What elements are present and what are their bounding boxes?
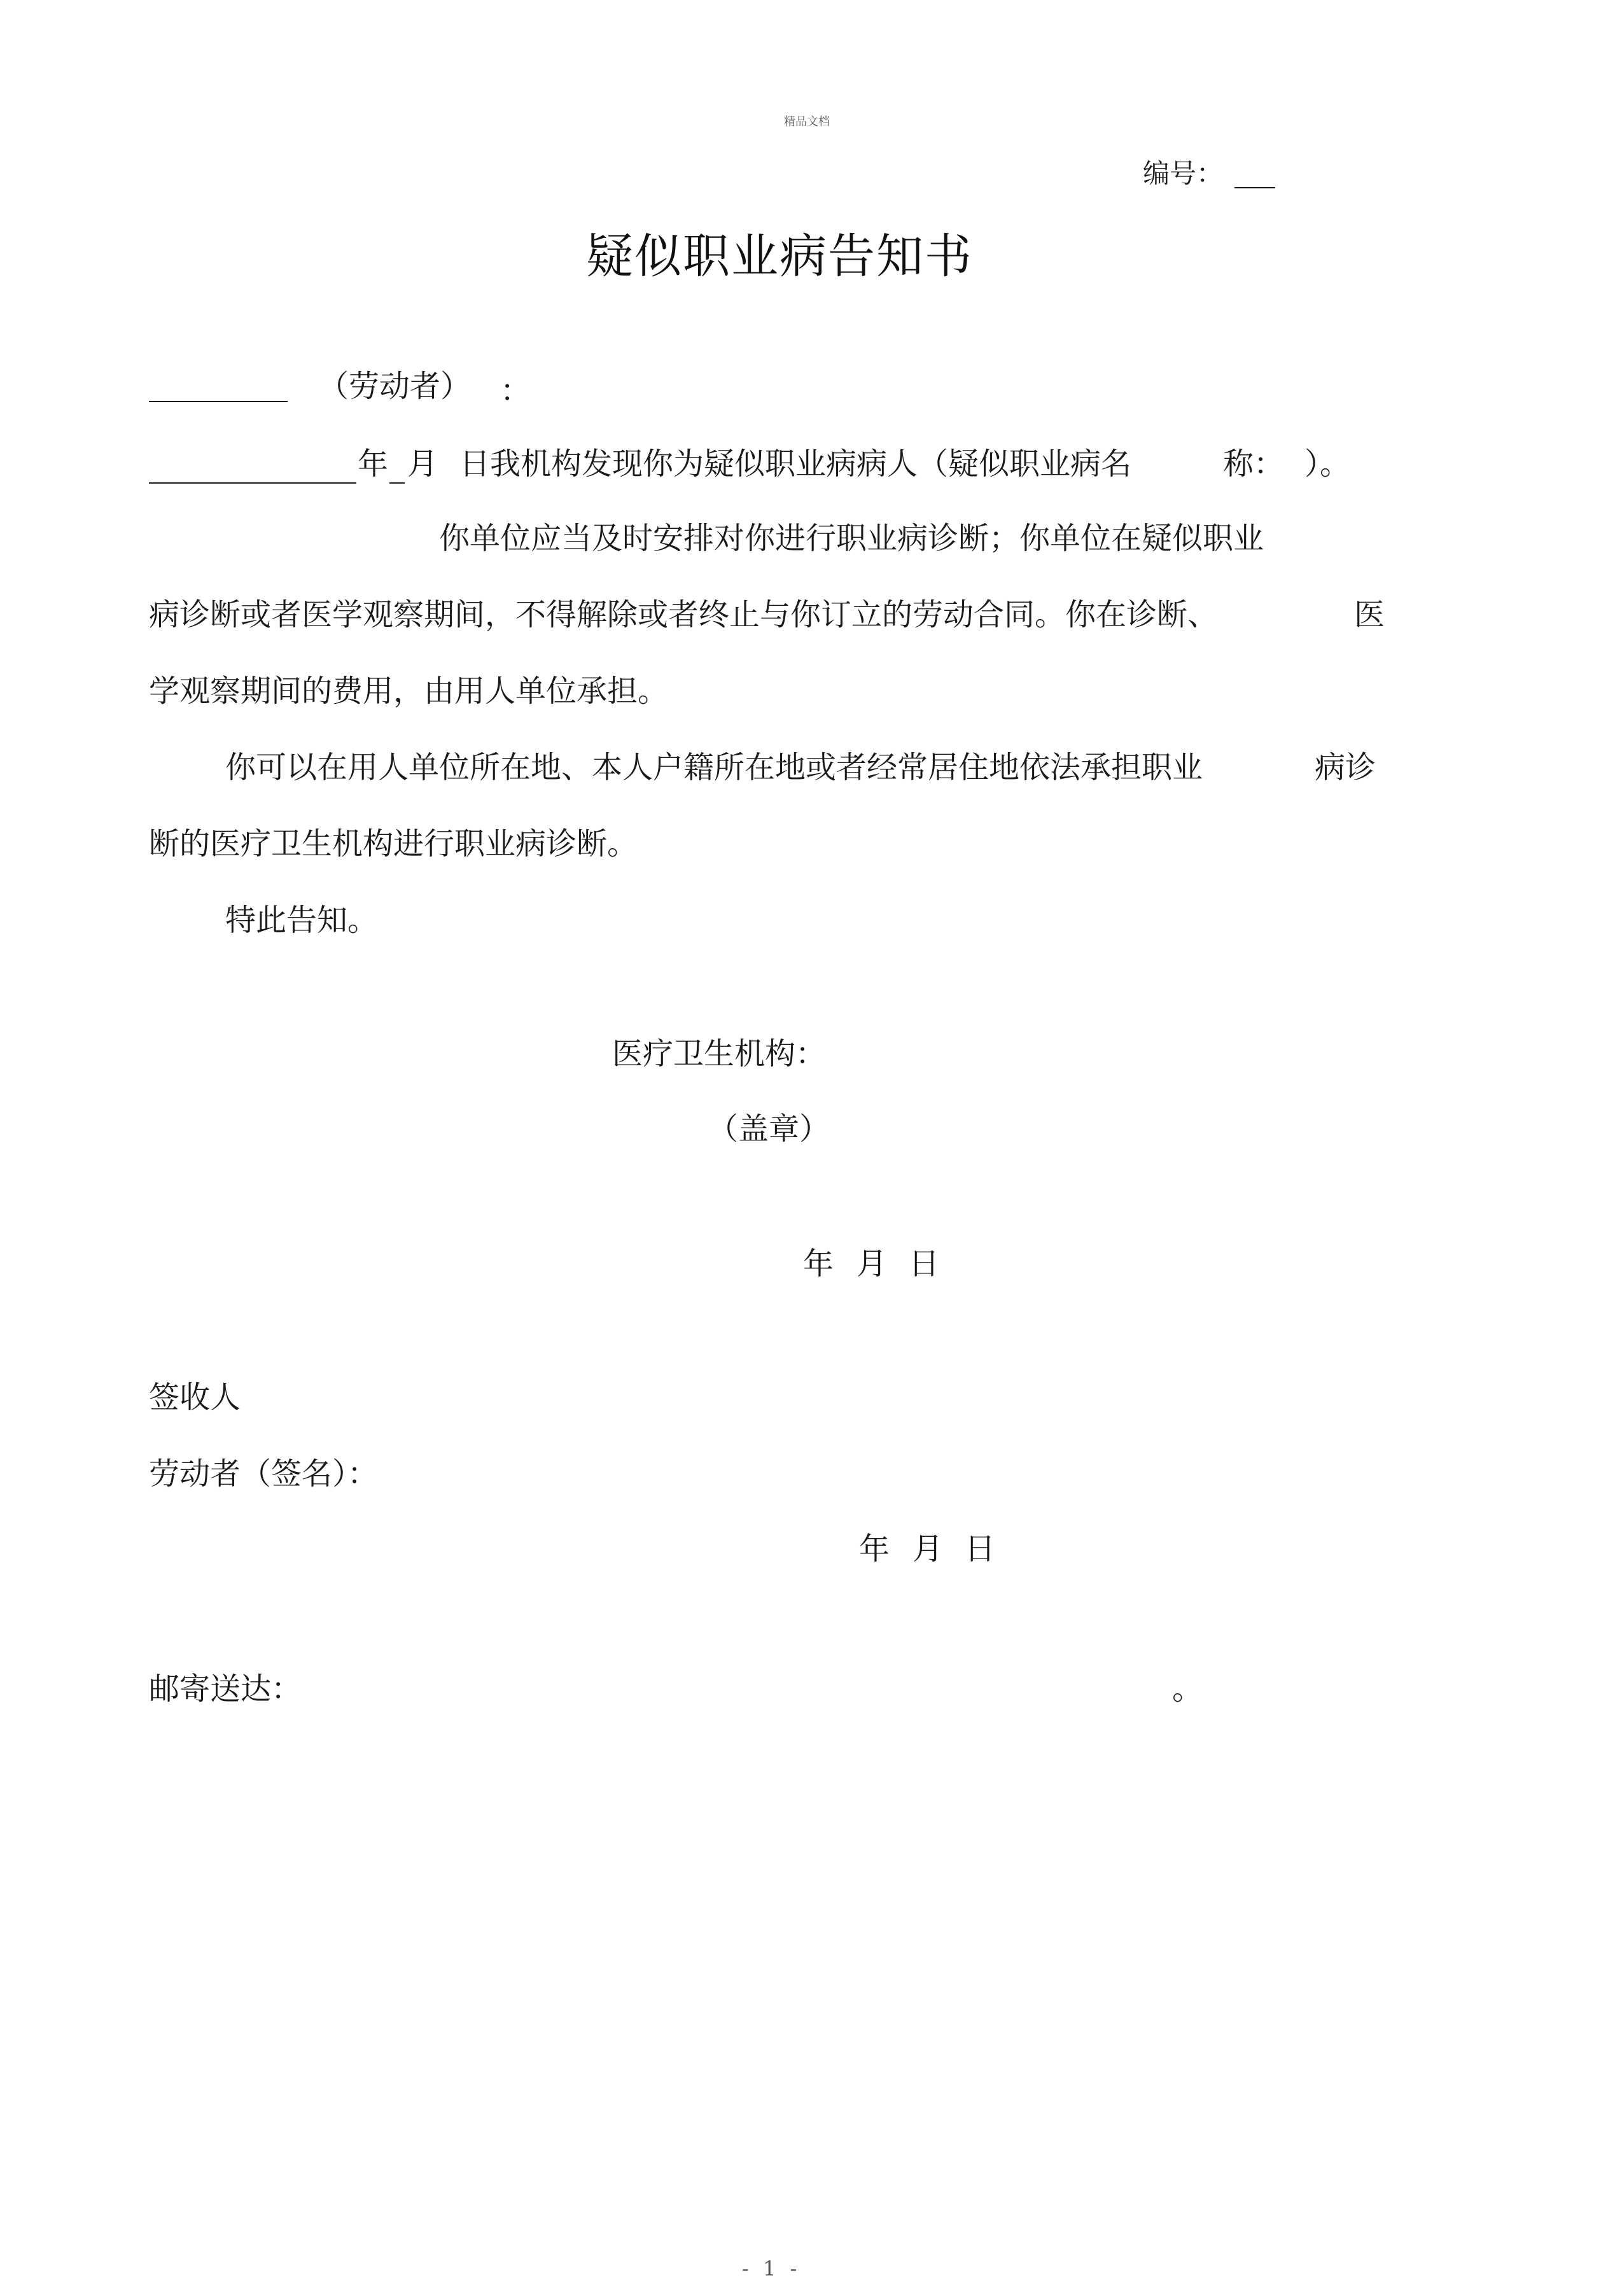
date2-day: 日 — [965, 1531, 996, 1567]
para1-line1: 你单位应当及时安排对你进行职业病诊断；你单位在疑似职业 — [439, 521, 1264, 556]
month-blank[interactable] — [389, 482, 405, 484]
page-number: - 1 - — [742, 2257, 801, 2281]
worker-sign-label: 劳动者（签名）： — [149, 1456, 379, 1492]
para2-line1a: 你可以在用人单位所在地、本人户籍所在地或者经常居住地依法承担职业 — [225, 750, 1203, 785]
line2-year: 年 — [358, 446, 389, 482]
mail-end: 。 — [1172, 1671, 1203, 1707]
serial-label: 编号： — [1143, 158, 1224, 189]
date1-year: 年 — [803, 1246, 834, 1282]
line2-month: 月 — [407, 446, 438, 482]
page-title: 疑似职业病告知书 — [586, 229, 973, 284]
para2-line2: 断的医疗卫生机构进行职业病诊断。 — [149, 826, 638, 862]
date2-year: 年 — [859, 1531, 890, 1567]
date2-month: 月 — [912, 1531, 944, 1567]
institution-label: 医疗卫生机构： — [612, 1036, 827, 1072]
date1-day: 日 — [909, 1246, 940, 1282]
date1-month: 月 — [856, 1246, 888, 1282]
para1-line2a: 病诊断或者医学观察期间，不得解除或者终止与你订立的劳动合同。你在诊断、 — [149, 597, 1219, 633]
para1-line2b: 医 — [1354, 597, 1385, 633]
receipt-title: 签收人 — [149, 1380, 241, 1415]
year-blank[interactable] — [149, 482, 356, 484]
line2-name-label: 称： — [1223, 446, 1285, 482]
line2-close: ）。 — [1304, 446, 1351, 482]
seal-label: （盖章） — [708, 1111, 830, 1147]
mail-label: 邮寄送达： — [149, 1671, 302, 1707]
para1-line3: 学观察期间的费用，由用人单位承担。 — [149, 673, 669, 709]
worker-name-blank[interactable] — [149, 401, 288, 402]
serial-blank[interactable] — [1234, 187, 1275, 188]
para2-line1b: 病诊 — [1315, 750, 1376, 785]
addressee-suffix: （劳动者） — [318, 368, 472, 404]
line2-text: 日我机构发现你为疑似职业病病人（疑似职业病名 — [459, 446, 1132, 482]
addressee-colon: ： — [500, 373, 531, 409]
closing-text: 特此告知。 — [225, 902, 379, 938]
header-note: 精品文档 — [784, 115, 830, 129]
